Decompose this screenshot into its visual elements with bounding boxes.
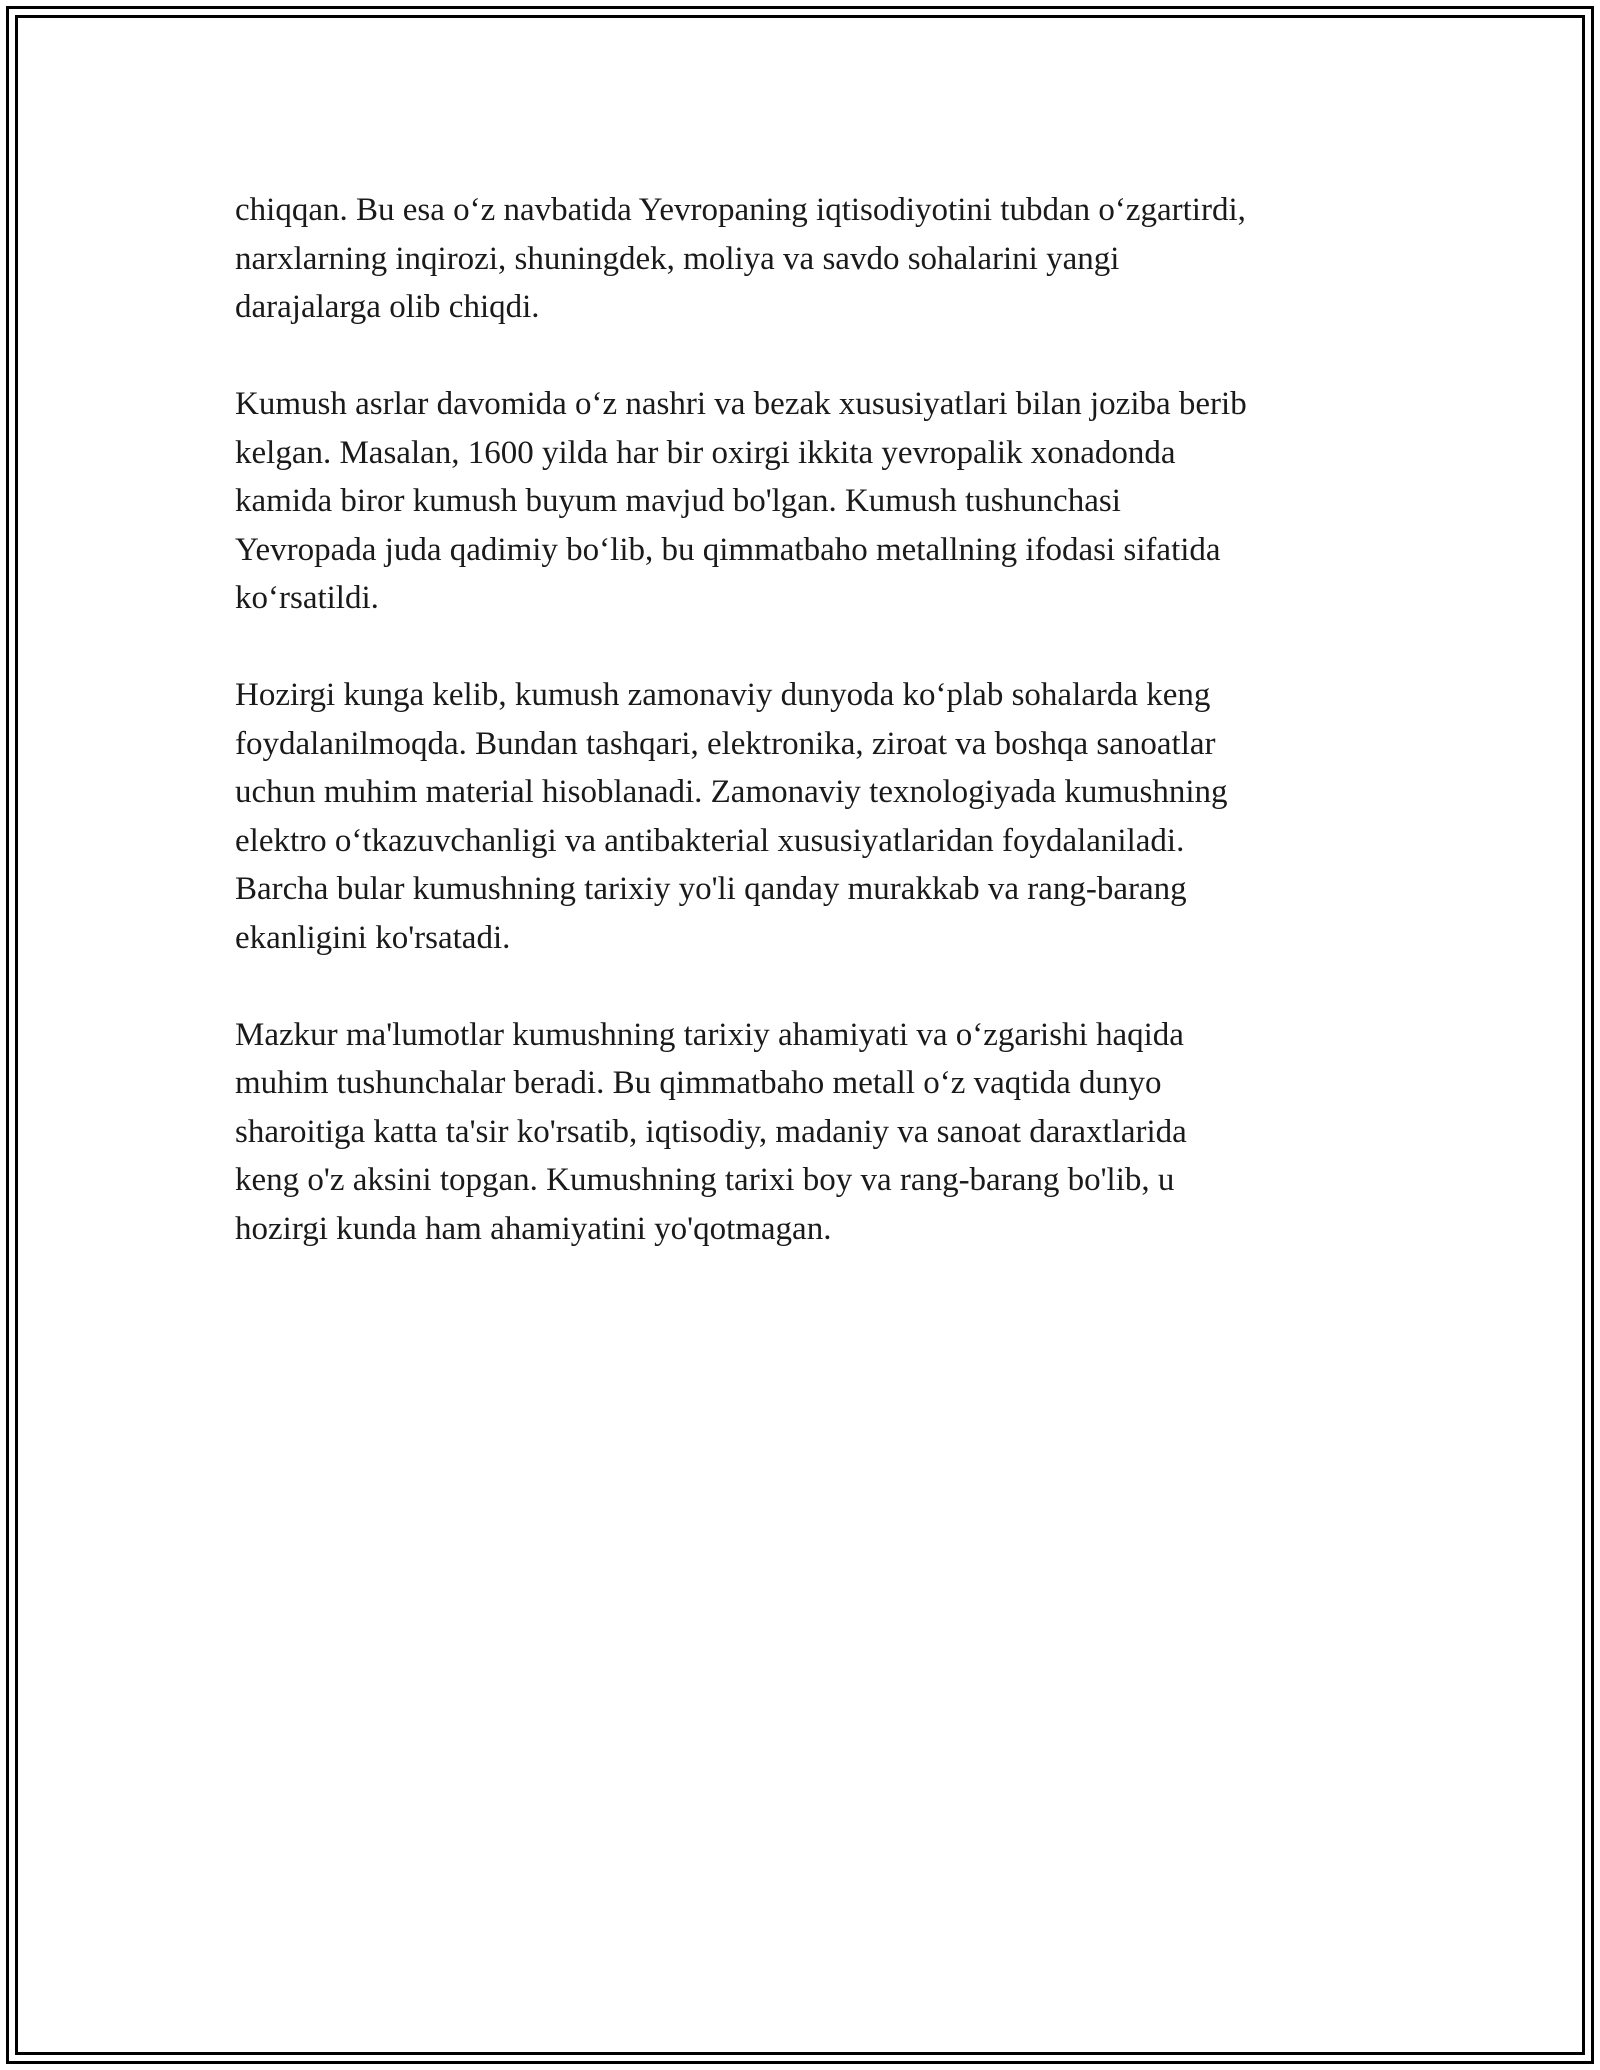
text-line: uchun muhim material hisoblanadi. Zamonaviy texnologiyada kumushning — [235, 774, 1228, 810]
paragraph-1 — [235, 186, 1395, 332]
text-line: Mazkur ma'lumotlar kumushning tarixiy ahamiyati va o‘zgarishi haqida — [235, 1016, 1184, 1053]
text-line: elektro o‘tkazuvchanligi va antibakterial xususiyatlaridan foydalaniladi. — [235, 822, 1185, 859]
paragraph-4 — [235, 1011, 1395, 1254]
document-body — [235, 186, 1395, 1302]
text-line: chiqqan. Bu esa o‘z navbatida Yevropaning iqtisodiyotini tubdan o‘zgartirdi, — [235, 192, 1246, 228]
text-line: Hozirgi kunga kelib, kumush zamonaviy dunyoda ko‘plab sohalarda keng — [235, 677, 1211, 713]
text-line: sharoitiga katta ta'sir ko'rsatib, iqtisodiy, madaniy va sanoat daraxtlarida — [235, 1113, 1187, 1150]
text-line: Yevropada juda qadimiy bo‘lib, bu qimmatbaho metallning ifodasi sifatida — [235, 531, 1221, 568]
text-line: keng o'z aksini topgan. Kumushning tarixi boy va rang-barang bo'lib, u — [235, 1162, 1175, 1198]
text-line: muhim tushunchalar beradi. Bu qimmatbaho metall o‘z vaqtida dunyo — [235, 1065, 1162, 1101]
text-line: hozirgi kunda ham ahamiyatini yo'qotmagan. — [235, 1210, 832, 1247]
text-line: kamida biror kumush buyum mavjud bo'lgan. Kumush tushunchasi — [235, 483, 1121, 519]
text-line: narxlarning inqirozi, shuningdek, moliya va savdo sohalarini yangi — [235, 240, 1120, 277]
text-line: foydalanilmoqda. Bundan tashqari, elektronika, ziroat va boshqa sanoatlar — [235, 725, 1216, 762]
paragraph-3 — [235, 671, 1395, 962]
text-line: darajalarga olib chiqdi. — [235, 289, 540, 325]
text-line: Barcha bular kumushning tarixiy yo'li qanday murakkab va rang-barang — [235, 871, 1187, 907]
text-line: Kumush asrlar davomida o‘z nashri va bezak xususiyatlari bilan joziba berib — [235, 386, 1247, 422]
text-line: kelgan. Masalan, 1600 yilda har bir oxirgi ikkita yevropalik xonadonda — [235, 434, 1176, 471]
text-line: ekanligini ko'rsatadi. — [235, 919, 511, 956]
paragraph-2 — [235, 380, 1395, 623]
text-line: ko‘rsatildi. — [235, 580, 379, 616]
